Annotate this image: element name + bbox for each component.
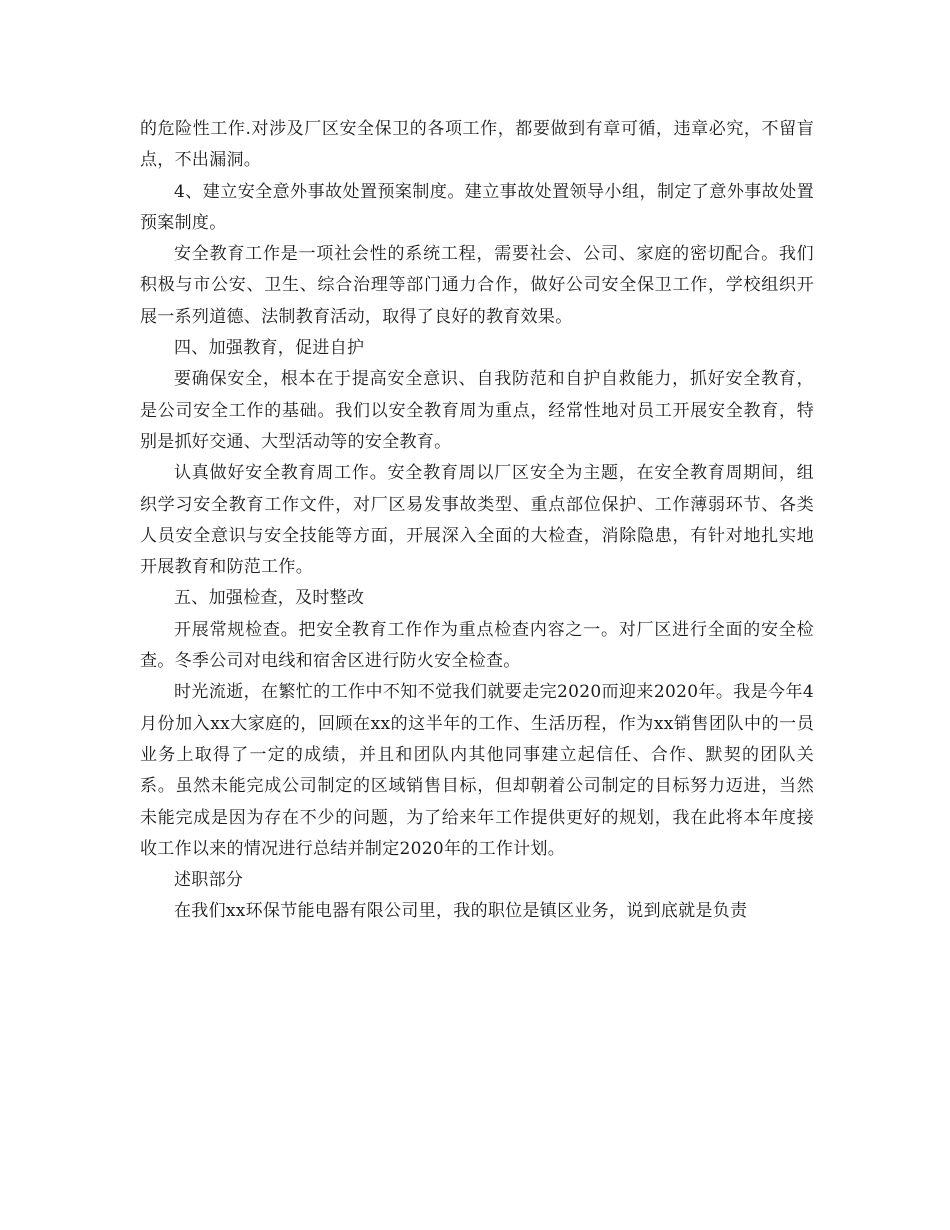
paragraph-2: 4、建立安全意外事故处置预案制度。建立事故处置领导小组，制定了意外事故处置预案制度。 [140,181,814,233]
section-heading-4: 四、加强教育，促进自护 [174,338,365,359]
paragraph-9: 时光流逝，在繁忙的工作中不知不觉我们就要走完2020而迎来2020年。我是今年4月份加入xx大家庭的，回顾在xx的这半年的工作、生活历程，作为xx销售团队中的一员业务上取得了一定的成绩，并且和团队内其他同事建立起信任、合作、默契的团队关系。虽然未能完成公司制定的区域销售目标，但却朝着公司制定的目标努力迈进，当然未能完成是因为存在不少的问题，为了给来年工作提供更好的规划，我在此将本年度接收工作以来的情况进行总结并制定2020年的工作计划。 [140,682,814,859]
paragraph-6: 认真做好安全教育周工作。安全教育周以厂区安全为主题，在安全教育周期间，组织学习安全教育工作文件，对厂区易发事故类型、重点部位保护、工作薄弱环节、各类人员安全意识与安全技能等方面，开展深入全面的大检查，消除隐患，有针对地扎实地开展教育和防范工作。 [140,463,814,578]
section-heading-report: 述职部分 [174,870,244,891]
paragraph-5: 要确保安全，根本在于提高安全意识、自我防范和自护自救能力，抓好安全教育，是公司安全工作的基础。我们以安全教育周为重点，经常性地对员工开展安全教育，特别是抓好交通、大型活动等的安全教育。 [140,369,814,452]
section-heading-5: 五、加强检查，及时整改 [174,588,365,609]
paragraph-1: 的危险性工作.对涉及厂区安全保卫的各项工作，都要做到有章可循，违章必究，不留盲点，不出漏洞。 [140,119,814,171]
document-body [140,114,814,928]
paragraph-8: 开展常规检查。把安全教育工作作为重点检查内容之一。对厂区进行全面的安全检查。冬季公司对电线和宿舍区进行防火安全检查。 [140,619,814,672]
paragraph-3: 安全教育工作是一项社会性的系统工程，需要社会、公司、家庭的密切配合。我们积极与市公安、卫生、综合治理等部门通力合作，做好公司安全保卫工作，学校组织开展一系列道德、法制教育活动，取得了良好的教育效果。 [140,244,814,327]
paragraph-11: 在我们xx环保节能电器有限公司里，我的职位是镇区业务，说到底就是负责 [174,901,748,922]
